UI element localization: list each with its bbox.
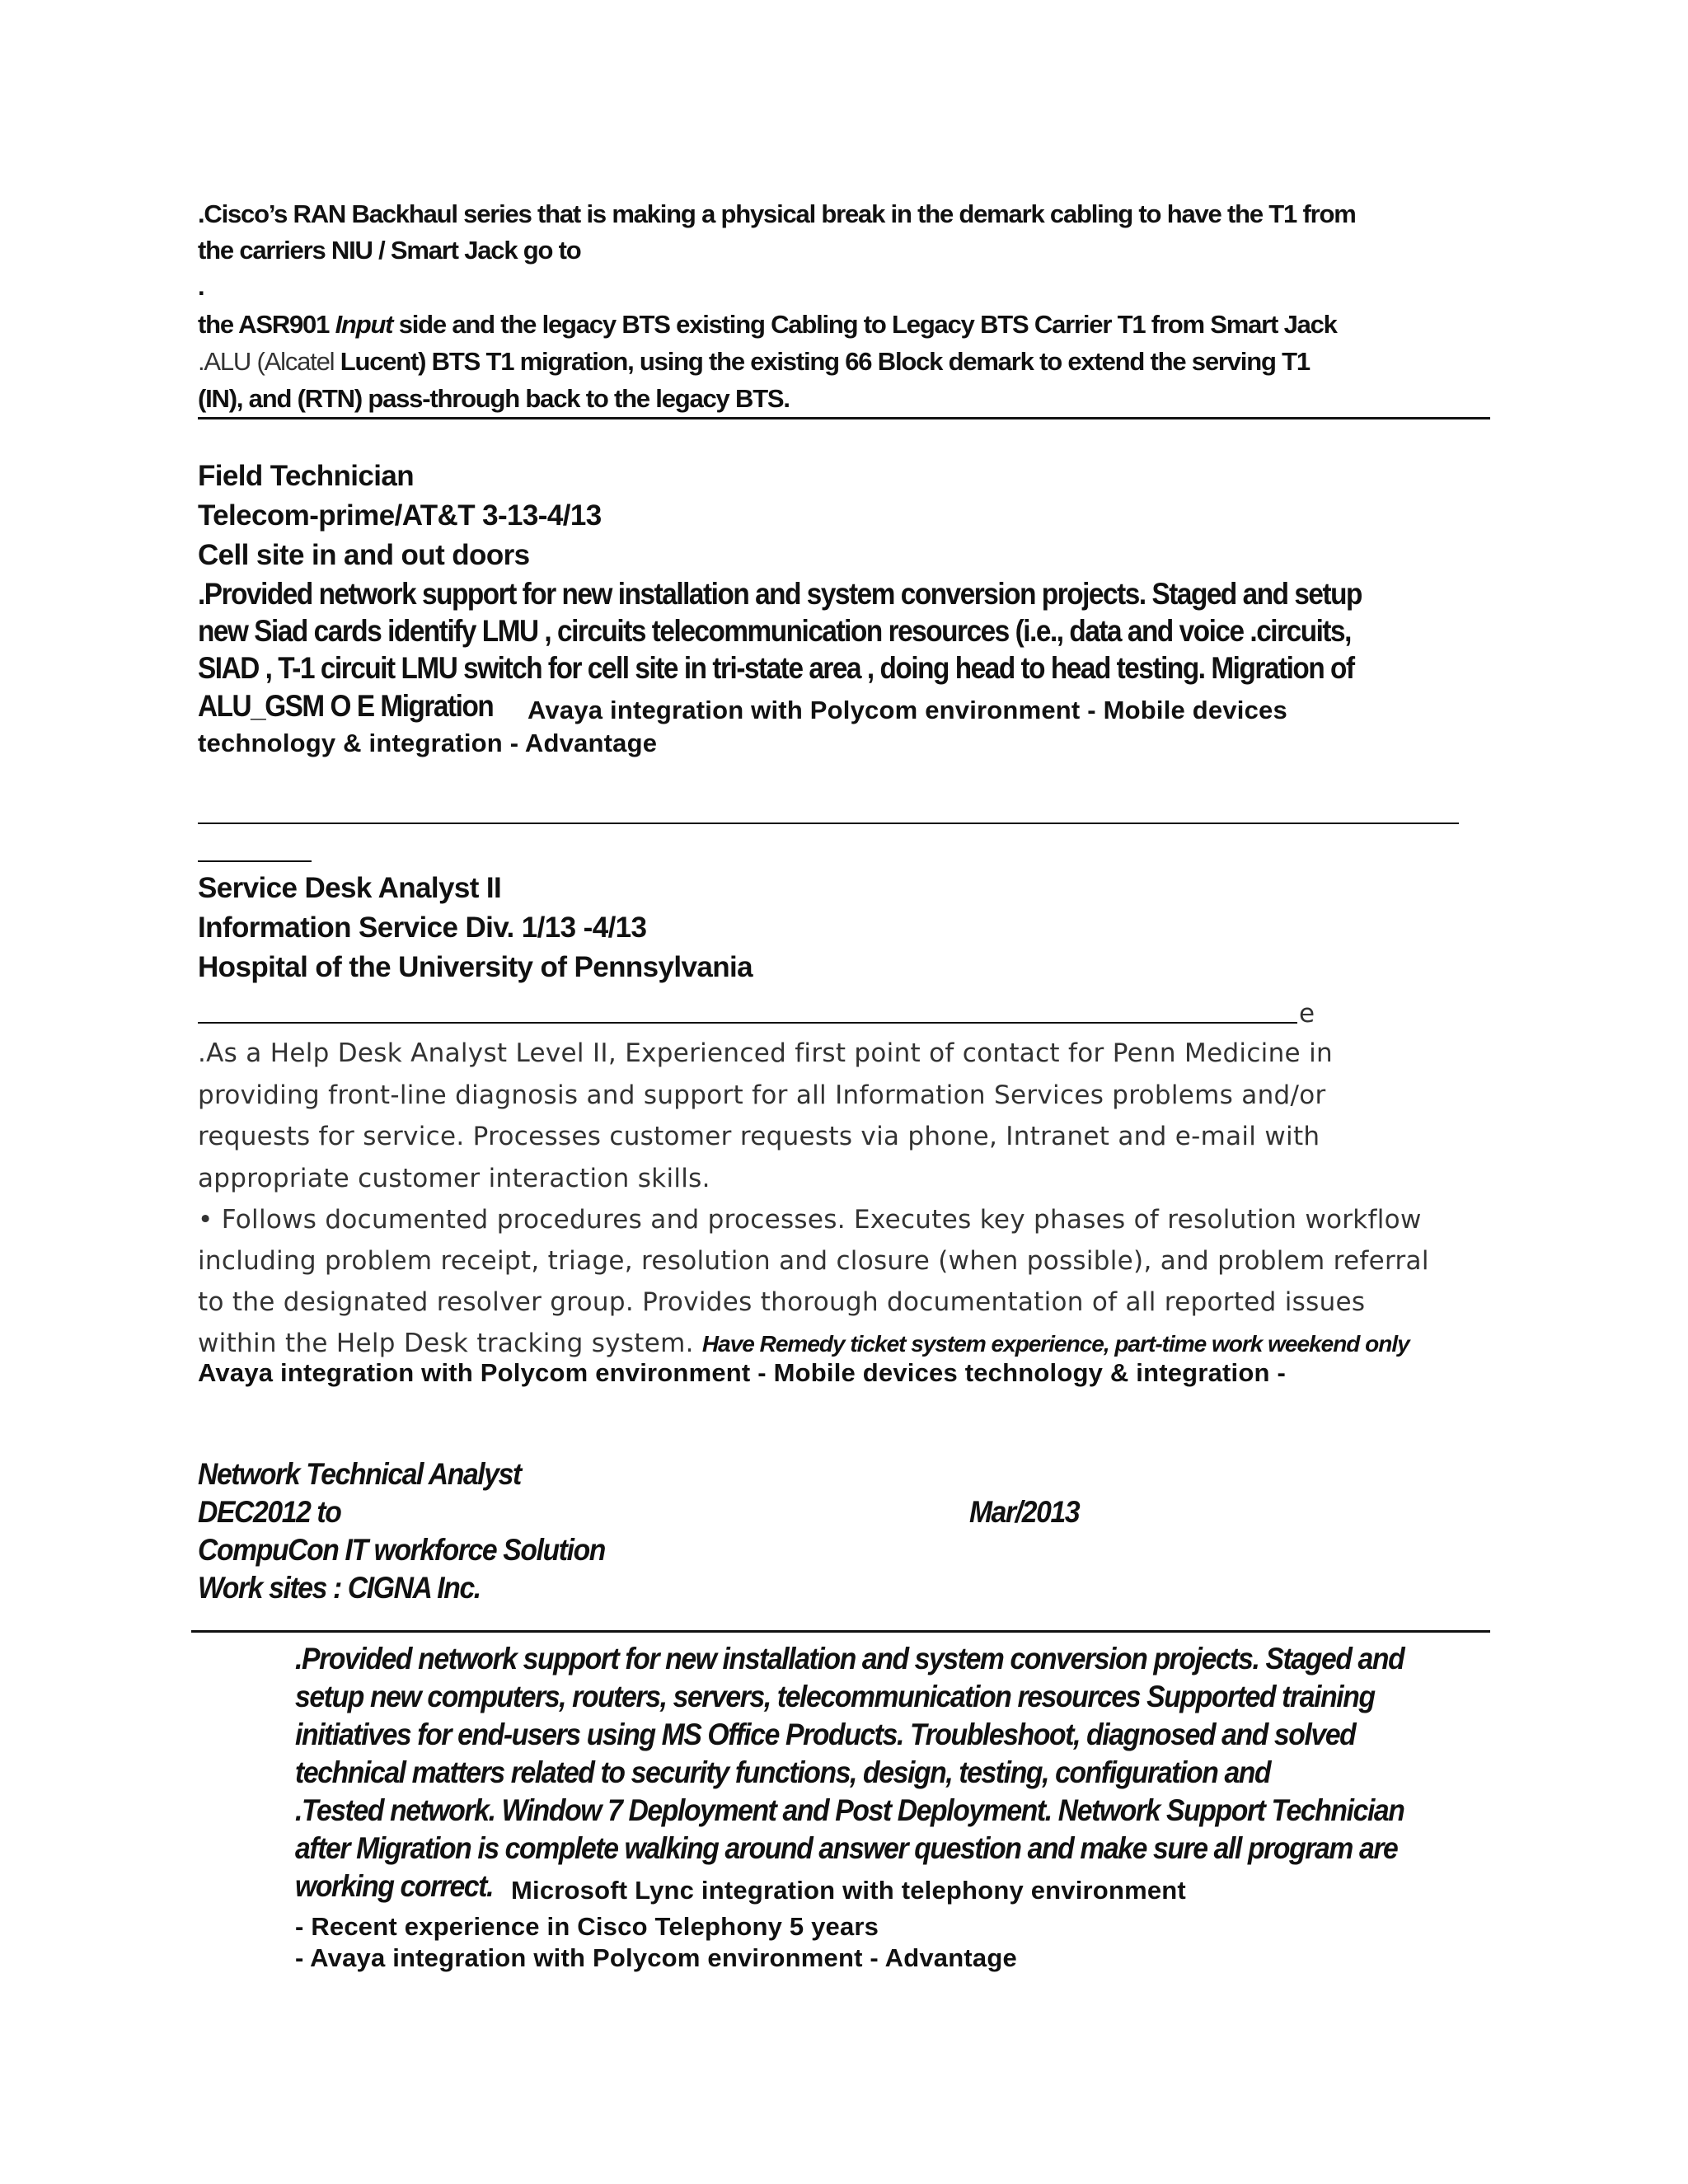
service-desc-4: appropriate customer interaction skills.: [198, 1164, 710, 1193]
cisco-line-5a: .ALU (Alcatel: [198, 347, 340, 376]
network-desc-1: .Provided network support for new installation and system conversion projects. Staged and: [295, 1642, 1404, 1675]
cisco-line-6: (IN), and (RTN) pass-through back to the legacy BTS.: [198, 384, 790, 413]
field-title: Field Technician: [198, 460, 415, 492]
service-title: Service Desk Analyst II: [198, 872, 502, 904]
section-divider: [198, 417, 1490, 419]
service-underline: [198, 1022, 1297, 1024]
field-desc-4: [198, 689, 1287, 724]
network-desc-7a: working correct.: [295, 1869, 494, 1903]
service-desc-8: [198, 1329, 1409, 1358]
service-desc-1: .As a Help Desk Analyst Level II, Experienced first point of contact for Penn Medicine in: [198, 1038, 1333, 1068]
separator-line-short: [198, 860, 312, 862]
service-desc-6: including problem receipt, triage, resolution and closure (when possible), and problem referral: [198, 1246, 1429, 1276]
cisco-line-4: [198, 310, 1337, 340]
network-desc-7b: Microsoft Lync integration with telephony environment: [511, 1876, 1186, 1905]
service-desc-8a: within the Help Desk tracking system.: [198, 1329, 702, 1358]
network-divider: [191, 1630, 1490, 1633]
field-desc-5: technology & integration - Advantage: [198, 729, 658, 757]
cisco-input-word: Input: [335, 310, 393, 339]
cisco-line-3: .: [198, 272, 204, 301]
service-desc-8b: Have Remedy ticket system experience, part-time work weekend only: [701, 1331, 1409, 1357]
field-location: Cell site in and out doors: [198, 539, 530, 571]
network-desc-9: - Avaya integration with Polycom environment - Advantage: [295, 1943, 1017, 1972]
cisco-line-4c: side and the legacy BTS existing Cabling to Legacy BTS Carrier T1 from Smart Jack: [392, 310, 1337, 339]
field-desc-4b: Avaya integration with Polycom environment - Mobile devices: [528, 696, 1287, 724]
cisco-line-5b: Lucent) BTS T1 migration, using the existing 66 Block demark to extend the serving T1: [340, 347, 1310, 376]
network-desc-5: .Tested network. Window 7 Deployment and Post Deployment. Network Support Technician: [295, 1793, 1404, 1827]
network-desc-3: initiatives for end-users using MS Office Products. Troubleshoot, diagnosed and solved: [295, 1718, 1356, 1751]
service-desc-3: requests for service. Processes customer requests via phone, Intranet and e-mail with: [198, 1122, 1320, 1151]
network-from: DEC2012 to: [198, 1495, 341, 1529]
separator-line: [198, 823, 1459, 824]
network-to: Mar/2013: [969, 1495, 1080, 1529]
service-desc-2: providing front-line diagnosis and support for all Information Services problems and/or: [198, 1080, 1326, 1110]
service-company: Information Service Div. 1/13 -4/13: [198, 912, 647, 944]
field-desc-3: SIAD , T-1 circuit LMU switch for cell site in tri-state area , doing head to head testing. Migration of: [198, 651, 1354, 685]
network-desc-6: after Migration is complete walking around answer question and make sure all program are: [295, 1831, 1398, 1865]
service-org: Hospital of the University of Pennsylvania: [198, 951, 753, 983]
cisco-line-1: .Cisco’s RAN Backhaul series that is making a physical break in the demark cabling to have the T1 from: [198, 199, 1356, 228]
service-desc-7: to the designated resolver group. Provides thorough documentation of all reported issues: [198, 1287, 1366, 1317]
cisco-line-5: [198, 347, 1310, 377]
network-sites: Work sites : CIGNA Inc.: [198, 1571, 481, 1605]
cisco-line-2: the carriers NIU / Smart Jack go to: [198, 236, 581, 265]
field-company: Telecom-prime/AT&T 3-13-4/13: [198, 499, 602, 532]
cisco-line-4a: the ASR901: [198, 310, 335, 339]
field-desc-4a: ALU_GSM O E Migration: [198, 689, 494, 723]
field-desc-2: new Siad cards identify LMU , circuits telecommunication resources (i.e., data and voice .circuits,: [198, 614, 1351, 648]
network-desc-2: setup new computers, routers, servers, telecommunication resources Supported training: [295, 1680, 1375, 1713]
network-company: CompuCon IT workforce Solution: [198, 1533, 606, 1567]
network-desc-4: technical matters related to security functions, design, testing, configuration and: [295, 1755, 1271, 1789]
network-desc-8: - Recent experience in Cisco Telephony 5 years: [295, 1912, 879, 1941]
service-line-end: e: [1299, 999, 1315, 1029]
service-desc-5: • Follows documented procedures and processes. Executes key phases of resolution workflow: [198, 1205, 1422, 1235]
service-desc-9: Avaya integration with Polycom environment - Mobile devices technology & integration -: [198, 1358, 1286, 1387]
field-desc-1: .Provided network support for new installation and system conversion projects. Staged and setup: [198, 577, 1362, 611]
network-desc-7: [295, 1869, 1186, 1905]
network-title: Network Technical Analyst: [198, 1457, 521, 1491]
